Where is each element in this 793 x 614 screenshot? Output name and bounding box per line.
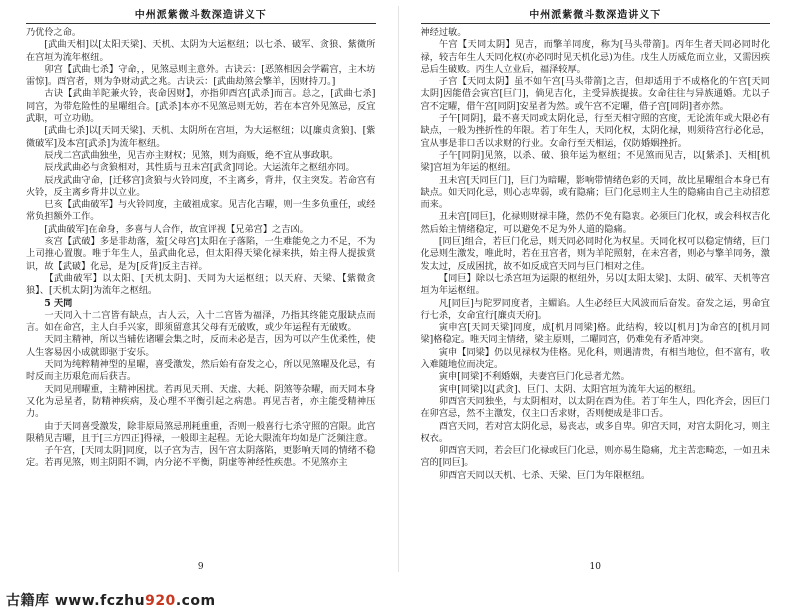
- paragraph: 丑未宫[同巨]，化禄则财禄丰隆，然仍不免有隐衷。必须巨门化权，或会科权吉化然后始主情绪稳定，可以避免不足为外人道的隐痛。: [420, 211, 770, 235]
- paragraph: 卯酉宫天同以天机、七杀、天梁、巨门为年限枢纽。: [438, 469, 651, 481]
- watermark-label: 古籍库: [6, 593, 50, 609]
- paragraph: 天同为纯粹精神型的星曜，喜受激发，然后始有奋发之心，所以见煞曜及化忌，有时反而主历艰危而后获吉。: [26, 359, 376, 383]
- watermark-url: www.fczhu920.com: [54, 593, 216, 609]
- paragraph: 天同见刑曜重，主精神困扰。若再见天刑、天虚、大耗、阴煞等杂曜，而天同本身又化为忌星者，防精神疾病，及心理不平衡引起之病患。再见吉者，亦主能受精神压力。: [26, 383, 376, 420]
- paragraph: 午宫【天同太阴】见吉，而擎羊同度，称为[马头带箭]。丙年生者天同必同时化禄，较吉年生人天同化权(亦必同时见天机化忌)为佳。戊生人历威危而立业，又需因疾忌后生破败。丙生人立业后，福泽较厚。: [420, 39, 770, 75]
- paragraph: 乃优伶之命。: [26, 27, 82, 38]
- paragraph: 子午[同阴]，最不喜天同或太阴化忌，行至天相守照的宫度，无论流年或大限必有缺点，一般为挫折性的年限。若丁年生人，天同化权，太阴化禄，则须待宫行必化忌，宜从事是非口舌以求财的行业。女命行至天相运，仅防婚姻挫折。: [420, 113, 770, 149]
- paragraph: 凡[同巨]与陀罗同度者，主媚谄。人生必经巨大风波而后奋发。奋发之运，男命宜行七杀，女命宜行[廉贞天府]。: [420, 297, 770, 321]
- paragraph: 子午[同阴]见煞，以杀、破、狼年运为枢纽；不见煞而见吉，以[紫杀]、天相[机梁]宫垣为年运的枢纽。: [420, 149, 770, 174]
- paragraph: 辰戌武曲必与贪狼相对，其性质与丑未宫[武贪]同论。大运流年之枢纽亦同。: [44, 162, 355, 174]
- paragraph: 子宫【天同太阴】虽不如午宫[马头带箭]之吉，但却适用于不成格化的午宫[天同太阴]因能借会寅宫[巨门]，倘见吉化，主受异族提拔。女命往往与异族通婚。尤以子宫不定曜，借午宫[同阴]安星者为然。或午宫不定曜，借子宫[同阴]者亦然。: [420, 76, 770, 112]
- page-header: 中州派紫微斗数深造讲义下: [421, 6, 771, 24]
- paragraph: 丑未宫[天同巨门]，巨门为暗曜，影响带情绪色彩的天同，故比星曜组合本身已有缺点。如天同化忌，则心志卑弱，或有隐痛；巨门化忌则主人生的隐痛由自己主动招惹而来。: [420, 174, 770, 211]
- paragraph: 寅申[同梁]以[武贪]、巨门、太阴、太阳宫垣为流年大运的枢纽。: [438, 383, 702, 395]
- page-body: [421, 27, 771, 482]
- page-gutter: [398, 6, 399, 572]
- paragraph: 神经过敏。: [420, 27, 467, 38]
- paragraph: 子午宫，[天同太阴]同度，以子宫为吉，因午宫太阴落陷，更影响天同的情绪不稳定。若再见煞，则主阴阳不调，内分泌不平衡，阴虚等神经性疾患。不见煞亦主: [26, 445, 376, 469]
- paragraph: 辰戌二宫武曲独坐，见吉亦主财权；见煞，则为商贩，绝不宜从事政职。: [44, 149, 339, 161]
- paragraph: 卯酉宫天同独坐，与太阴相对，以太阴在酉为佳。若丁年生人，四化齐会，因巨门在卯宫忌，然不主激发，仅主口舌求财，否则便成是非口舌。: [420, 395, 770, 420]
- paragraph: 亥宫【武破】多是非劫落，羞[父母宫]太阳在子落陷，一生难能免之力不足，不为上司推心置腹。唯于年生人，虽武曲化忌，但太阳得天梁化禄来拱，始主得人提拔赏识，故【武破】化忌，是为[反背]反主吉祥。: [26, 236, 376, 272]
- paragraph: 酉宫天同，若对宫太阴化忌，易丧志，或多自卑。卯宫天同，对宫太阴化习，则主权衣。: [420, 420, 770, 444]
- paragraph: 【武曲破军】以太阳、[天机太阴]、天同为大运枢纽；以天府、天梁、【紫微贪狼】、[天机太阴]为流年之枢纽。: [26, 272, 376, 297]
- right-page: [417, 6, 775, 572]
- paragraph: 巳亥【武曲破军】与火铃同度，主破祖成家。见吉化吉曜，则一生多负重任，或经常负担额外工作。: [26, 199, 376, 223]
- paragraph: 天同主精神，所以当辅佐诸曜会集之时，反而未必是吉，因为可以产生优柔性，使人生客易因小成就即驱于安乐。: [26, 334, 376, 358]
- left-page: [22, 6, 380, 572]
- page-body: [26, 27, 376, 470]
- page-number: 10: [589, 562, 601, 572]
- paragraph: [武曲天相]以[太阳天梁]、天机、太阴为大运枢纽；以七杀、破军、贪狼、紫微所在宫垣为流年枢纽。: [26, 39, 376, 63]
- paragraph: [武曲破军]在命身，多喜与人合作，故宜评视【兄弟宫】之吉凶。: [44, 223, 309, 235]
- paragraph: 寅申【同梁】仍以见禄权为佳格。见化科，则遇清贵，有相当地位，但不富有，收入难随地位而决定。: [420, 346, 770, 371]
- paragraph: 寅申宫[天同天梁]同度，成[机月同梁]格。此结构，较以[机月]为命宫的[机月同梁]格稳定。唯天同主情绪，梁主原则，二曜同宫，仍难免有矛盾冲突。: [420, 322, 770, 346]
- page-header: 中州派紫微斗数深造讲义下: [26, 6, 376, 24]
- paragraph: [同巨]组合，若巨门化忌，则天同必同时化为权星。天同化权可以稳定情绪，巨门化忌则生激发，唯此时，若在丑宫者，则为羊陀照射，在未宫者，则必与擎羊同务，激发太过，反成困扰，故不如反成宫天同与巨门相对之佳。: [420, 236, 770, 272]
- paragraph: 卯宫【武曲七杀】守命，，见煞忌则主意外。古诀云：[恶煞相因会学霸宫，主木坊雷惊]。酉宫者，则为争财动武之兆。古诀云：[武曲劫煞会擎羊，因财持刀。]: [26, 63, 376, 88]
- paragraph: 【同巨】除以七杀宫垣为运限的枢纽外，另以[太阳太梁]、太阴、破军、天机等宫垣为年运枢纽。: [420, 272, 770, 297]
- paragraph: 寅申[同梁]不利婚姻，夫妻宫巨门化忌者尤然。: [438, 371, 630, 383]
- paragraph: 一天同入十二宫皆有缺点，古人云，入十二宫皆为福泽，乃指其终能克服缺点而言。如在命宫，主人白手兴家，即须留意其父母有无破败，或少年运程有无破败。: [26, 309, 376, 334]
- section-heading: 5 天同: [44, 297, 73, 309]
- site-watermark: [6, 590, 216, 610]
- paragraph: 辰戌武曲守命，[迁移宫]贪狼与火铃同度，不主离乡，背井，仅主突发。若命宫有火铃，反主离乡背井以立业。: [26, 174, 376, 198]
- paragraph: 古诀【武曲羊陀兼火铃，丧命因财】，亦指卯酉宫[武杀]而言。总之，[武曲七杀]同宫，为带危险性的星曜组合。[武杀]本亦不见煞忌则无妨，若在本宫外见煞忌，反宜武职，可立功勋。: [26, 88, 376, 125]
- paragraph: 卯酉宫天同，若会巨门化禄或巨门化忌，则亦易生隐痛，尤主苦恋畸恋，一如丑未宫的[同巨]。: [420, 445, 770, 469]
- paragraph: 由于天同喜受激发，除非原局煞忌刑耗重重，否则一般喜行七杀守照的宫限。此宫限稍见吉曜，且于[三方四正]得禄，一般即主起程。无论大限流年均如是广泛频注意。: [26, 420, 376, 444]
- page-number: 9: [197, 562, 204, 572]
- paragraph: [武曲七杀]以[天同天梁]、天机、太阴所在宫垣，为大运枢纽；以[廉贞贪狼]、[紫微破军]及本宫[武杀]为流年枢纽。: [26, 125, 376, 149]
- book-spread: [22, 6, 774, 572]
